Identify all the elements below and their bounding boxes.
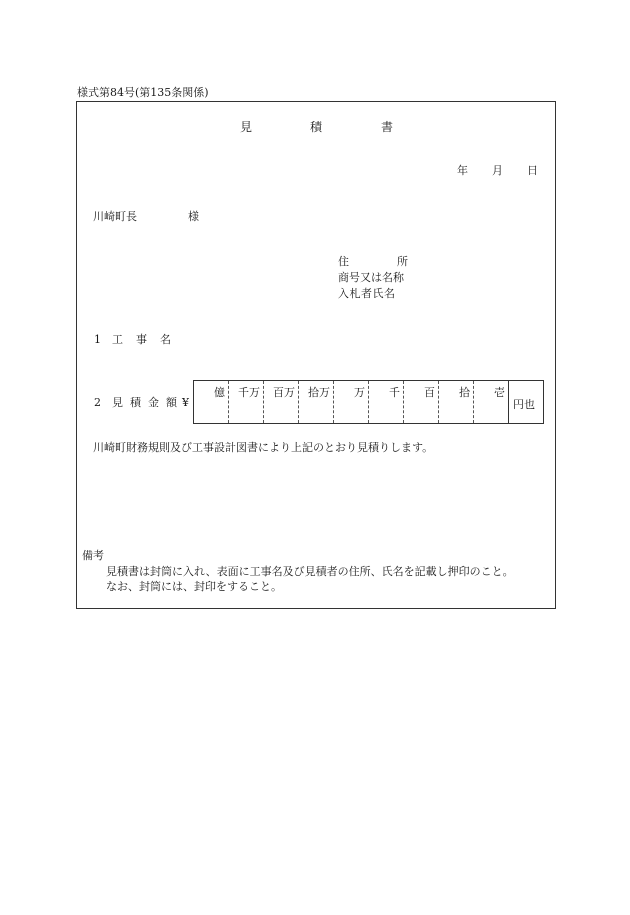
yen-symbol: ¥ xyxy=(182,396,189,409)
remarks-line-1: 見積書は封筒に入れ、表面に工事名及び見積者の住所、氏名を記載し押印のこと。 xyxy=(106,565,514,578)
digit-cell-ichi[interactable] xyxy=(474,381,509,423)
project-label-3: 名 xyxy=(160,333,171,346)
digit-cell-sen[interactable] xyxy=(369,381,404,423)
bidder-name-label: 入札者氏名 xyxy=(338,287,396,300)
bidder-address-label-1: 住 xyxy=(338,255,349,268)
digit-label: 千 xyxy=(389,386,400,399)
digit-label: 億 xyxy=(214,386,225,399)
amount-label-3: 金 xyxy=(148,396,159,409)
digit-label: 拾万 xyxy=(308,386,330,399)
digit-cell-hyaku[interactable] xyxy=(404,381,439,423)
amount-label-4: 額 xyxy=(166,396,177,409)
form-number: 様式第84号(第135条関係) xyxy=(77,86,209,99)
amount-label-2: 積 xyxy=(130,396,141,409)
digit-label: 千万 xyxy=(238,386,260,399)
bidder-address-label-2: 所 xyxy=(397,255,408,268)
digit-cell-ju[interactable] xyxy=(439,381,474,423)
digit-cell-oku[interactable] xyxy=(194,381,229,423)
title-char-1: 見 xyxy=(240,120,253,134)
amount-number: 2 xyxy=(94,396,101,409)
digit-cell-juman[interactable] xyxy=(299,381,334,423)
digit-cell-hyakuman[interactable] xyxy=(264,381,299,423)
bidder-company-label: 商号又は名称 xyxy=(338,271,404,284)
project-number: 1 xyxy=(94,333,101,346)
digit-label: 百 xyxy=(424,386,435,399)
date-month: 月 xyxy=(492,164,503,177)
addressee-honorific: 様 xyxy=(188,210,199,223)
amount-label-1: 見 xyxy=(112,396,123,409)
project-label-2: 事 xyxy=(136,333,147,346)
digit-label: 百万 xyxy=(273,386,295,399)
digit-cell-man[interactable] xyxy=(334,381,369,423)
digit-cell-senman[interactable] xyxy=(229,381,264,423)
date-year: 年 xyxy=(457,164,468,177)
date-day: 日 xyxy=(527,164,538,177)
remarks-line-2: なお、封筒には、封印をすること。 xyxy=(106,580,282,593)
remarks-heading: 備考 xyxy=(82,549,104,562)
amount-digit-grid xyxy=(193,380,544,424)
digit-label: 拾 xyxy=(459,386,470,399)
title-char-2: 積 xyxy=(310,120,323,134)
digit-label: 壱 xyxy=(494,386,505,399)
statement-text: 川崎町財務規則及び工事設計図書により上記のとおり見積りします。 xyxy=(93,441,434,454)
yen-cell xyxy=(509,381,543,423)
title-char-3: 書 xyxy=(381,120,394,134)
addressee-name: 川崎町長 xyxy=(93,210,137,223)
yen-cell-label: 円也 xyxy=(513,398,535,411)
project-label-1: 工 xyxy=(112,333,123,346)
digit-label: 万 xyxy=(354,386,365,399)
estimate-form xyxy=(76,101,556,609)
